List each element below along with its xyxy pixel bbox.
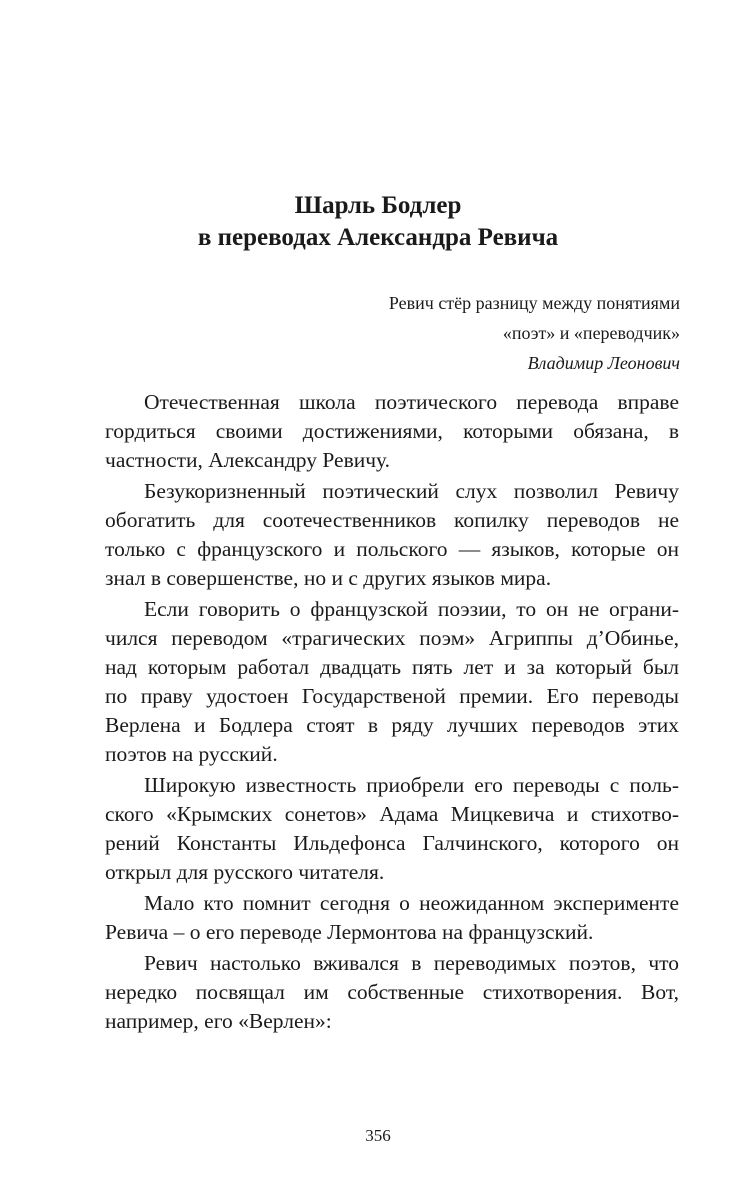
text-line: рений Константы Ильдефонса Галчинского, которого он (105, 831, 679, 855)
text-line: чился переводом «трагических поэм» Агриппы д’Обинье, (105, 626, 679, 650)
epigraph-author: Владимир Леонович (527, 353, 680, 373)
text-line: по праву удостоен Государственой премии. Его переводы (105, 684, 679, 708)
text-line: Безукоризненный поэтический слух позволил Ревичу (144, 479, 679, 503)
chapter-title-line-1: Шарль Бодлер (294, 192, 462, 219)
text-line: Ревич настолько вживался в переводимых поэтов, что (144, 951, 679, 975)
page-number: 356 (365, 1126, 391, 1145)
chapter-title (0, 190, 756, 254)
epigraph-line-1: Ревич стёр разницу между понятиями (388, 293, 680, 313)
text-line: Отечественная школа поэтического перевода вправе (144, 390, 679, 414)
text-line: Если говорить о французской поэзии, то он не ограни- (144, 597, 679, 621)
text-line: открыл для русского читателя. (105, 860, 385, 884)
text-line: Верлена и Бодлера стоят в ряду лучших переводов этих (105, 713, 679, 737)
text-line: например, его «Верлен»: (105, 1009, 332, 1033)
text-line: гордиться своими достижениями, которыми обязана, в (105, 419, 679, 443)
text-line: над которым работал двадцать пять лет и за который был (105, 655, 679, 679)
text-line: поэтов на русский. (105, 742, 278, 766)
paragraph (105, 889, 679, 947)
text-line: ского «Крымских сонетов» Адама Мицкевича и стихотво- (105, 802, 679, 826)
text-line: только с французского и польского — языков, которые он (105, 537, 679, 561)
chapter-title-line-2: в переводах Александра Ревича (197, 224, 559, 251)
paragraph (105, 477, 679, 593)
paragraph (105, 949, 679, 1036)
text-line: Мало кто помнит сегодня о неожиданном эксперименте (144, 891, 679, 915)
text-line: обогатить для соотечественников копилку переводов не (105, 508, 679, 532)
text-line: Ревича – о его переводе Лермонтова на французский. (105, 920, 594, 944)
body-text (105, 388, 679, 1036)
text-line: нередко посвящал им собственные стихотворения. Вот, (105, 980, 679, 1004)
paragraph (105, 595, 679, 769)
text-line: частности, Александру Ревичу. (105, 448, 391, 472)
epigraph (389, 288, 680, 378)
epigraph-line-2: «поэт» и «переводчик» (502, 323, 680, 343)
paragraph (105, 388, 679, 475)
text-line: Широкую известность приобрели его переводы с поль- (144, 773, 679, 797)
paragraph (105, 771, 679, 887)
text-line: знал в совершенстве, но и с других языков мира. (105, 566, 552, 590)
